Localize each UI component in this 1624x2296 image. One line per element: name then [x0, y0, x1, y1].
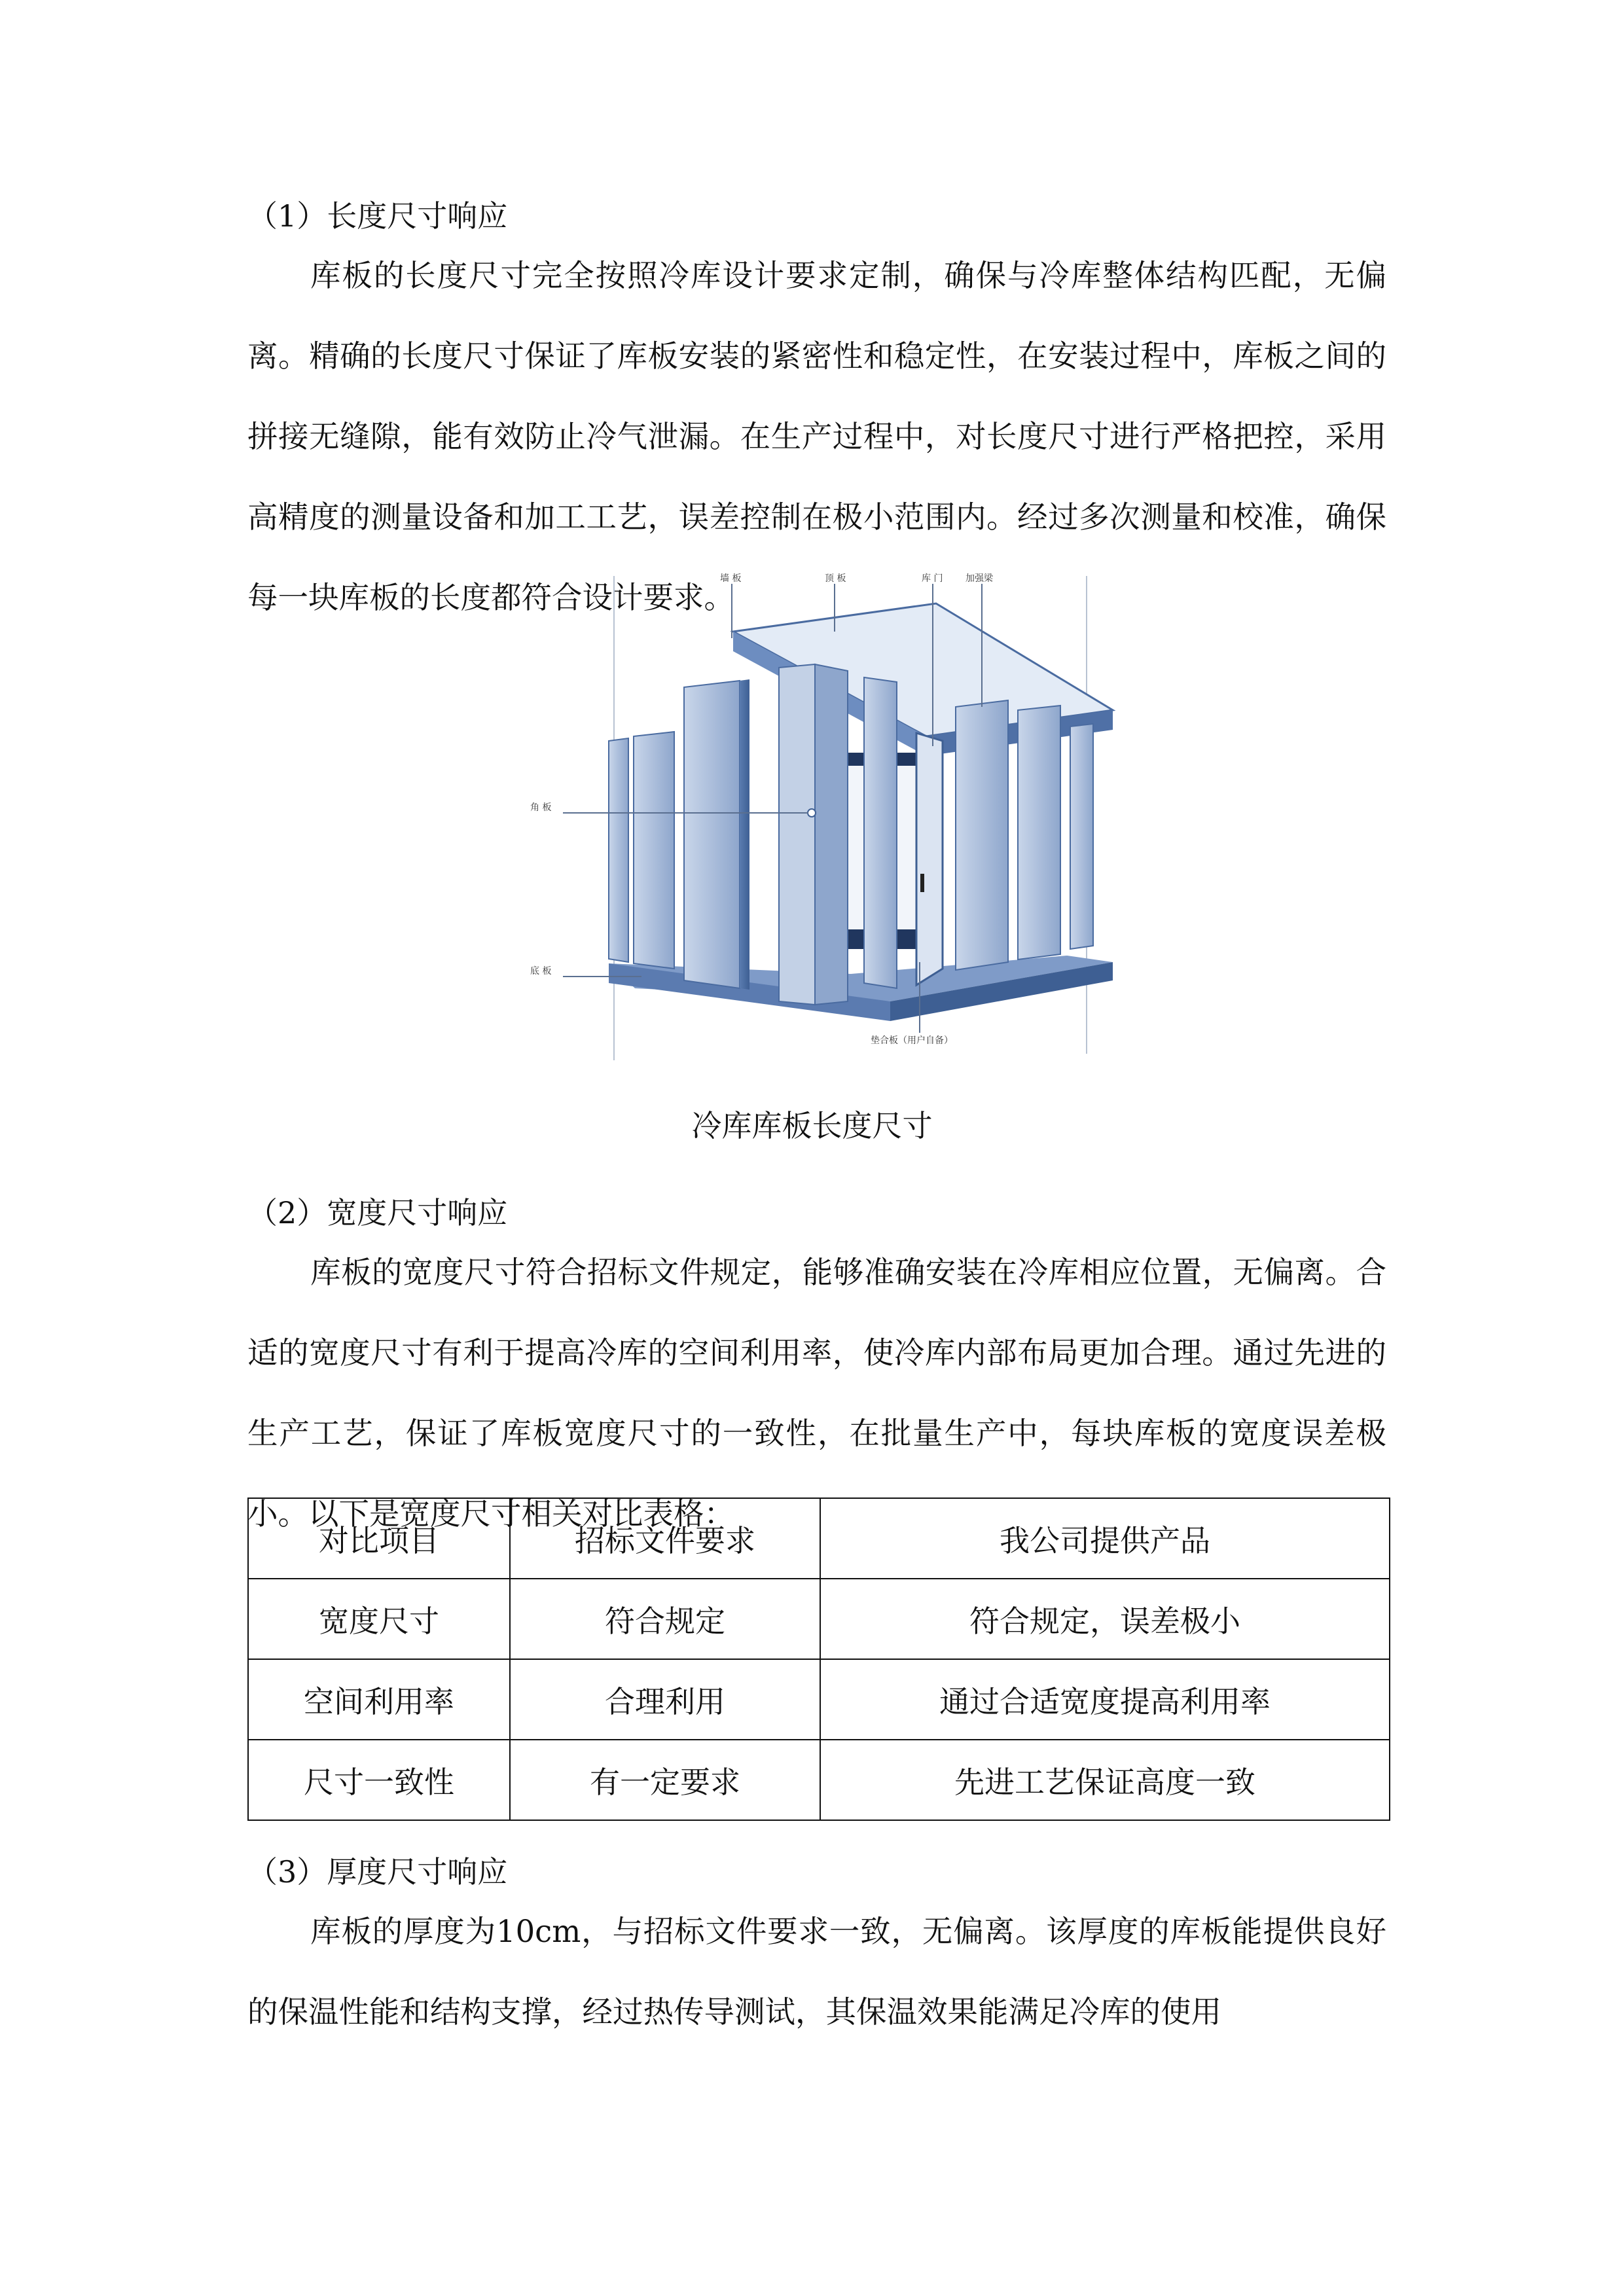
label-corner-panel: 角 板	[530, 802, 552, 813]
width-comparison-table	[247, 1498, 1390, 1821]
label-base-panel: 垫合板（用户自备）	[871, 1035, 953, 1046]
label-floor-panel: 底 板	[530, 966, 552, 977]
table-row	[248, 1659, 1390, 1740]
table-header-row	[248, 1498, 1390, 1579]
table-cell: 符合规定，误差极小	[820, 1579, 1390, 1659]
table-row	[248, 1740, 1390, 1820]
table-cell: 宽度尺寸	[248, 1579, 510, 1659]
section-1-paragraph: 库板的长度尺寸完全按照冷库设计要求定制，确保与冷库整体结构匹配，无偏离。精确的长度尺寸保证了库板安装的紧密性和稳定性，在安装过程中，库板之间的拼接无缝隙，能有效防止冷气泄漏。在生产过程中，对长度尺寸进行严格把控，采用高精度的测量设备和加工工艺，误差控制在极小范围内。经过多次测量和校准，确保每一块库板的长度都符合设计要求。	[247, 258, 1386, 615]
section-2-heading: （2）宽度尺寸响应	[247, 1195, 508, 1230]
section-3-heading: （3）厚度尺寸响应	[247, 1854, 508, 1890]
table-cell: 合理利用	[510, 1659, 820, 1740]
table-header-cell: 我公司提供产品	[820, 1498, 1390, 1579]
cold-storage-illustration	[524, 569, 1139, 1067]
table-cell: 先进工艺保证高度一致	[820, 1740, 1390, 1820]
table-header-cell: 招标文件要求	[510, 1498, 820, 1579]
table-header-cell: 对比项目	[248, 1498, 510, 1579]
section-3-paragraph: 库板的厚度为10cm，与招标文件要求一致，无偏离。该厚度的库板能提供良好的保温性能和结构支撑，经过热传导测试，其保温效果能满足冷库的使用	[247, 1914, 1386, 2030]
label-wall-panel: 墙 板	[720, 573, 742, 584]
table-row	[248, 1579, 1390, 1659]
table-cell: 通过合适宽度提高利用率	[820, 1659, 1390, 1740]
table-cell: 空间利用率	[248, 1659, 510, 1740]
table-cell: 符合规定	[510, 1579, 820, 1659]
cold-storage-diagram	[524, 569, 1139, 1067]
label-reinforce: 加强梁	[965, 573, 993, 584]
figure-caption: 冷库库板长度尺寸	[691, 1108, 933, 1143]
section-1-heading: （1）长度尺寸响应	[247, 198, 508, 234]
label-top-panel: 顶 板	[825, 573, 846, 584]
section-2-paragraph: 库板的宽度尺寸符合招标文件规定，能够准确安装在冷库相应位置，无偏离。合适的宽度尺寸有利于提高冷库的空间利用率，使冷库内部布局更加合理。通过先进的生产工艺，保证了库板宽度尺寸的一致性，在批量生产中，每块库板的宽度误差极小。以下是宽度尺寸相关对比表格：	[247, 1255, 1386, 1532]
table-cell: 有一定要求	[510, 1740, 820, 1820]
label-door: 库 门	[922, 573, 943, 584]
table-cell: 尺寸一致性	[248, 1740, 510, 1820]
